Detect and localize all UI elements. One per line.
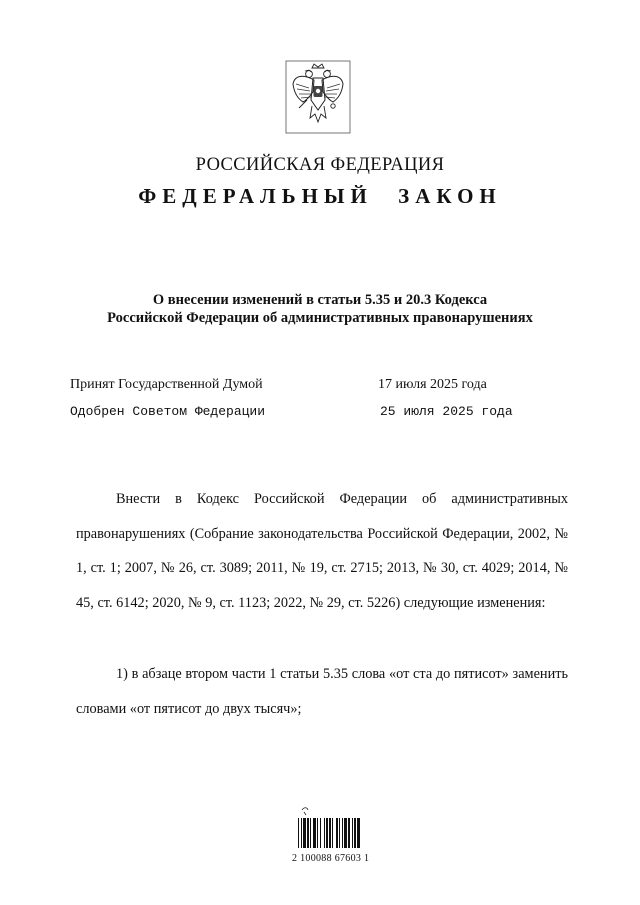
duma-adoption-label: Принят Государственной Думой [70, 377, 263, 392]
council-approval-label: Одобрен Советом Федерации [70, 404, 266, 419]
law-title-line-1: О внесении изменений в статьи 5.35 и 20.3 Кодекса [152, 292, 488, 308]
amendment-item-1: 1) в абзаце втором части 1 статьи 5.35 слова «от ста до пятисот» заменить словами «от пятисот до двух тысяч»; [76, 666, 568, 717]
barcode-number: 2 100088 67603 1 [292, 853, 370, 864]
coat-of-arms-icon [285, 60, 351, 134]
council-approval-date: 25 июля 2025 года [380, 404, 513, 419]
law-title-line-2: Российской Федерации об административных правонарушениях [107, 310, 533, 326]
amendment-intro: Внести в Кодекс Российской Федерации об административных правонарушениях (Собрание законодательства Российской Федерации, 2002, № 1, ст. 1; 2007, № 26, ст. 3089; 2011, № 19, ст. 2715; 2013, № 30, ст. 4029; 2014, № 45, ст. 6142; 2020, № 9, ст. 1123; 2022, № 29, ст. 5226) следующие изменения: [76, 491, 568, 611]
country-heading: РОССИЙСКАЯ ФЕДЕРАЦИЯ [195, 155, 445, 175]
document-type-heading: ФЕДЕРАЛЬНЫЙ ЗАКОН [138, 184, 502, 208]
law-title [60, 291, 580, 327]
body-paragraph-1 [76, 482, 568, 620]
barcode-icon [292, 806, 382, 857]
duma-adoption-date: 17 июля 2025 года [378, 377, 487, 392]
body-paragraph-2 [76, 657, 568, 726]
